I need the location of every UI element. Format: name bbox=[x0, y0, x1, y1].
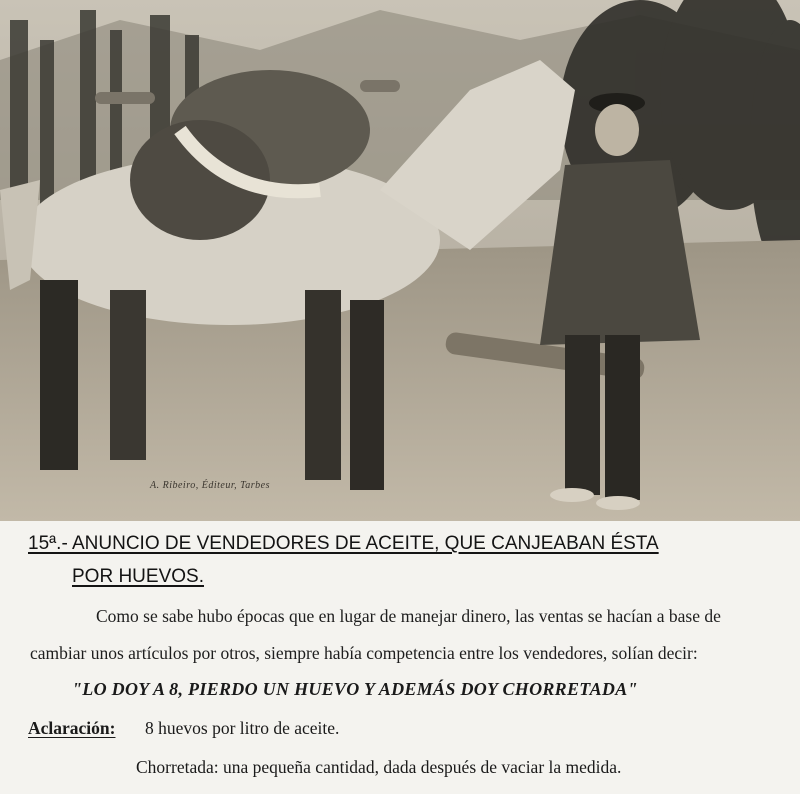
announcement-text bbox=[0, 521, 800, 794]
clarification-label: Aclaración: bbox=[28, 718, 116, 738]
paragraph-line1: Como se sabe hubo épocas que en lugar de manejar dinero, las ventas se hacían a base de bbox=[96, 606, 721, 626]
vendor-quote: "LO DOY A 8, PIERDO UN HUEVO Y ADEMÁS DOY CHORRETADA" bbox=[72, 679, 638, 699]
photo-publisher-caption: A. Ribeiro, Éditeur, Tarbes bbox=[150, 480, 270, 491]
announcement-title-line2: POR HUEVOS. bbox=[72, 566, 204, 587]
announcement-title-line1: 15ª.- ANUNCIO DE VENDEDORES DE ACEITE, QUE CANJEABAN ÉSTA bbox=[28, 533, 659, 554]
clarification-value: 8 huevos por litro de aceite. bbox=[145, 718, 340, 738]
paragraph-line2: cambiar unos artículos por otros, siempre había competencia entre los vendedores, solían decir: bbox=[30, 643, 698, 663]
chorretada-note: Chorretada: una pequeña cantidad, dada después de vaciar la medida. bbox=[136, 757, 622, 777]
